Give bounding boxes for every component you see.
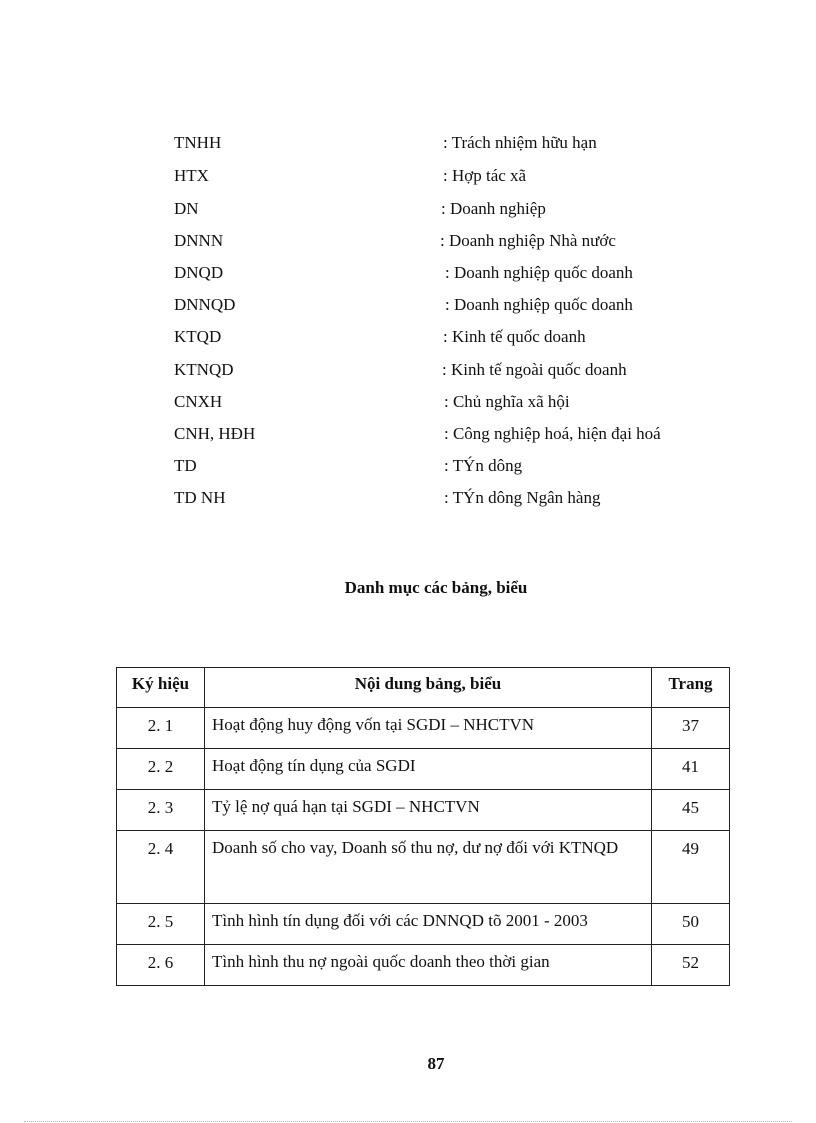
abbreviation-meaning: : TÝn dông Ngân hàng — [444, 488, 601, 507]
table-row — [117, 831, 730, 904]
row-description: Hoạt động tín dụng của SGDI — [205, 749, 652, 790]
abbreviation-code: TD — [174, 456, 197, 475]
row-code: 2. 1 — [117, 708, 205, 749]
tables-list-table — [116, 667, 730, 986]
row-description: Tình hình thu nợ ngoài quốc doanh theo thời gian — [205, 945, 652, 986]
abbreviation-code: TD NH — [174, 488, 226, 507]
abbreviation-row — [0, 358, 816, 382]
row-page: 45 — [652, 790, 730, 831]
abbreviation-code: DNQD — [174, 263, 224, 282]
table-row — [117, 945, 730, 986]
row-page: 37 — [652, 708, 730, 749]
abbreviation-meaning: : Trách nhiệm hữu hạn — [443, 133, 597, 152]
abbreviation-meaning: : TÝn dông — [444, 456, 523, 475]
abbreviation-code: KTQD — [174, 327, 222, 346]
table-row — [117, 749, 730, 790]
page-bottom-divider — [24, 1121, 792, 1122]
row-description: Tỷ lệ nợ quá hạn tại SGDI – NHCTVN — [205, 790, 652, 831]
row-page: 50 — [652, 904, 730, 945]
header-content: Nội dung bảng, biểu — [205, 668, 652, 708]
header-code: Ký hiệu — [117, 668, 205, 708]
abbreviation-row — [0, 325, 816, 349]
abbreviation-row — [0, 422, 816, 446]
abbreviation-row — [0, 261, 816, 285]
row-page: 49 — [652, 831, 730, 904]
abbreviation-code: KTNQD — [174, 360, 234, 379]
abbreviation-meaning: : Kinh tế ngoài quốc doanh — [442, 360, 627, 379]
abbreviation-code: CNXH — [174, 392, 223, 411]
abbreviation-meaning: : Doanh nghiệp Nhà nước — [440, 231, 616, 250]
row-page: 52 — [652, 945, 730, 986]
abbreviation-code: DNNN — [174, 231, 224, 250]
abbreviation-meaning: : Doanh nghiệp quốc doanh — [445, 295, 633, 314]
abbreviation-code: DN — [174, 199, 199, 218]
row-page: 41 — [652, 749, 730, 790]
row-description: Hoạt động huy động vốn tại SGDI – NHCTVN — [205, 708, 652, 749]
row-code: 2. 3 — [117, 790, 205, 831]
row-description: Tình hình tín dụng đối với các DNNQD tõ 2001 - 2003 — [205, 904, 652, 945]
abbreviation-row — [0, 131, 816, 155]
row-description: Doanh số cho vay, Doanh số thu nợ, dư nợ đối với KTNQD — [205, 831, 652, 904]
abbreviation-code: HTX — [174, 166, 209, 185]
abbreviation-row — [0, 229, 816, 253]
row-code: 2. 5 — [117, 904, 205, 945]
abbreviation-code: TNHH — [174, 133, 222, 152]
abbreviation-meaning: : Chủ nghĩa xã hội — [444, 392, 570, 411]
abbreviation-row — [0, 486, 816, 510]
abbreviation-meaning: : Công nghiệp hoá, hiện đại hoá — [444, 424, 661, 443]
abbreviation-row — [0, 390, 816, 414]
row-code: 2. 2 — [117, 749, 205, 790]
row-code: 2. 6 — [117, 945, 205, 986]
abbreviation-meaning: : Hợp tác xã — [443, 166, 527, 185]
table-row — [117, 790, 730, 831]
abbreviation-row — [0, 293, 816, 317]
table-row — [117, 904, 730, 945]
page-number: 87 — [427, 1054, 445, 1073]
row-code: 2. 4 — [117, 831, 205, 904]
abbreviation-meaning: : Doanh nghiệp quốc doanh — [445, 263, 633, 282]
table-row — [117, 708, 730, 749]
abbreviation-meaning: : Kinh tế quốc doanh — [443, 327, 586, 346]
abbreviation-code: CNH, HĐH — [174, 424, 256, 443]
list-title: Danh mục các bảng, biểu — [344, 578, 528, 597]
abbreviation-meaning: : Doanh nghiệp — [441, 199, 546, 218]
abbreviation-row — [0, 454, 816, 478]
abbreviation-row — [0, 164, 816, 188]
abbreviation-code: DNNQD — [174, 295, 236, 314]
abbreviation-row — [0, 197, 816, 221]
header-page: Trang — [652, 668, 730, 708]
table-header-row — [117, 668, 730, 708]
